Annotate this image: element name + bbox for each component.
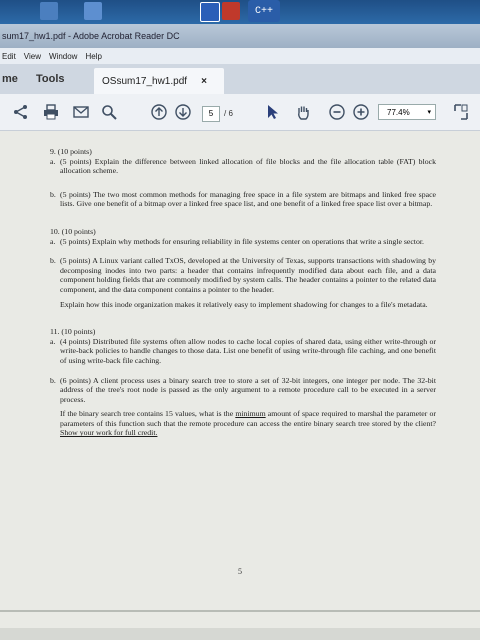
page-bottom-edge: [0, 610, 480, 612]
part-label: b.: [50, 189, 56, 199]
zoom-out-icon[interactable]: [328, 103, 346, 121]
page-number-input[interactable]: 5: [202, 106, 220, 122]
select-cursor-icon[interactable]: [264, 103, 282, 121]
question-11b-followup-start: If the binary search tree contains 15 values, what is the: [60, 409, 236, 419]
tab-document[interactable]: [94, 68, 224, 94]
question-11-heading: 11. (10 points): [50, 327, 96, 337]
part-label: b.: [50, 256, 56, 266]
tab-tools[interactable]: Tools: [36, 73, 65, 85]
minimum-emphasis: minimum: [235, 409, 266, 419]
question-9a: [50, 157, 436, 176]
question-9a-text: (5 points) Explain the difference between linked allocation of file blocks and the file allocation table (FAT) block allocation scheme.: [60, 156, 436, 176]
taskbar: [0, 0, 480, 24]
page-up-icon[interactable]: [150, 103, 168, 121]
question-11b-followup: [50, 409, 436, 438]
part-label: a.: [50, 236, 56, 246]
menu-window[interactable]: Window: [49, 51, 78, 61]
chevron-down-icon: ▾: [427, 109, 431, 116]
question-9b: [50, 190, 436, 209]
pdf-page-text: [50, 147, 436, 438]
part-label: b.: [50, 375, 56, 385]
show-work-note: Show your work for full credit.: [60, 428, 158, 438]
question-10b-text: (5 points) A Linux variant called TxOS, developed at the University of Texas, supports transactions with shadowing by decomposing inodes into two parts: a header that contains infrequently modified data about each file, and a data component holding fields that are commonly modified by system calls. The header contains a pointer to the related data component, and the data component contains a pointer to the header.: [60, 256, 436, 294]
part-label: a.: [50, 336, 56, 346]
zoom-select[interactable]: [378, 104, 436, 120]
question-9-heading: 9. (10 points): [50, 147, 92, 156]
question-10b-followup: [50, 300, 436, 310]
question-11b-followup-middle: amount of space required to marshal the parameter or parameters of this function such that the remote procedure can access the entire binary search tree stored by the client?: [60, 409, 437, 428]
question-10b: [50, 256, 436, 294]
close-tab-icon[interactable]: ×: [201, 75, 207, 87]
menu-view[interactable]: View: [23, 51, 41, 61]
search-icon[interactable]: [100, 103, 118, 121]
menu-edit[interactable]: Edit: [2, 51, 16, 61]
tab-bar: [0, 64, 480, 94]
menu-help[interactable]: Help: [85, 51, 102, 61]
question-11b-text: (6 points) A client process uses a binary search tree to store a set of 32-bit integers, one integer per node. The 32-bit address of the tree's root node is passed as the only argument to a remote procedure call to be executed in a server process.: [60, 375, 436, 404]
zoom-value: 77.4%: [387, 107, 410, 117]
zoom-in-icon[interactable]: [352, 103, 370, 121]
question-10-heading: 10. (10 points): [50, 226, 96, 236]
taskbar-app-icon[interactable]: [40, 2, 58, 20]
menu-bar: [0, 48, 480, 64]
page-number: 5: [238, 567, 242, 576]
question-11a: [50, 337, 436, 366]
question-9b-text: (5 points) The two most common methods for managing free space in a file system are bitmaps and linked free space lists. Give one benefit of a bitmap over a linked free space list, and one benefit of a linked free space list over a bitmap.: [60, 189, 436, 209]
tab-home[interactable]: me: [2, 73, 18, 85]
question-10b-followup-text: Explain how this inode organization makes it relatively easy to implement shadowing for changes to a file's metadata.: [60, 299, 428, 309]
fit-page-icon[interactable]: [452, 103, 470, 121]
question-11a-text: (4 points) Distributed file systems often allow nodes to cache local copies of shared data, using either write-through or write-back policies to handle changes to those data. List one benefit of using write-through file caching, and one benefit of using write-back file caching.: [60, 336, 436, 365]
mail-icon[interactable]: [72, 103, 90, 121]
question-11b: [50, 376, 436, 405]
hand-tool-icon[interactable]: [294, 103, 312, 121]
part-label: a.: [50, 156, 56, 166]
window-title-bar: [0, 24, 480, 48]
share-icon[interactable]: [12, 103, 30, 121]
taskbar-app-icon[interactable]: [222, 2, 240, 20]
cpp-app-icon[interactable]: C++: [248, 0, 280, 22]
question-10a-text: (5 points) Explain why methods for ensuring reliability in file systems center on operations that write a single sector.: [60, 236, 424, 246]
question-10a: [50, 237, 436, 247]
tab-document-label: OSsum17_hw1.pdf: [102, 75, 188, 87]
print-icon[interactable]: [42, 103, 60, 121]
taskbar-app-icon[interactable]: [84, 2, 102, 20]
window-title: sum17_hw1.pdf - Adobe Acrobat Reader DC: [2, 31, 180, 41]
word-icon[interactable]: [200, 2, 220, 22]
page-down-icon[interactable]: [174, 103, 192, 121]
page-total: / 6: [224, 109, 233, 118]
